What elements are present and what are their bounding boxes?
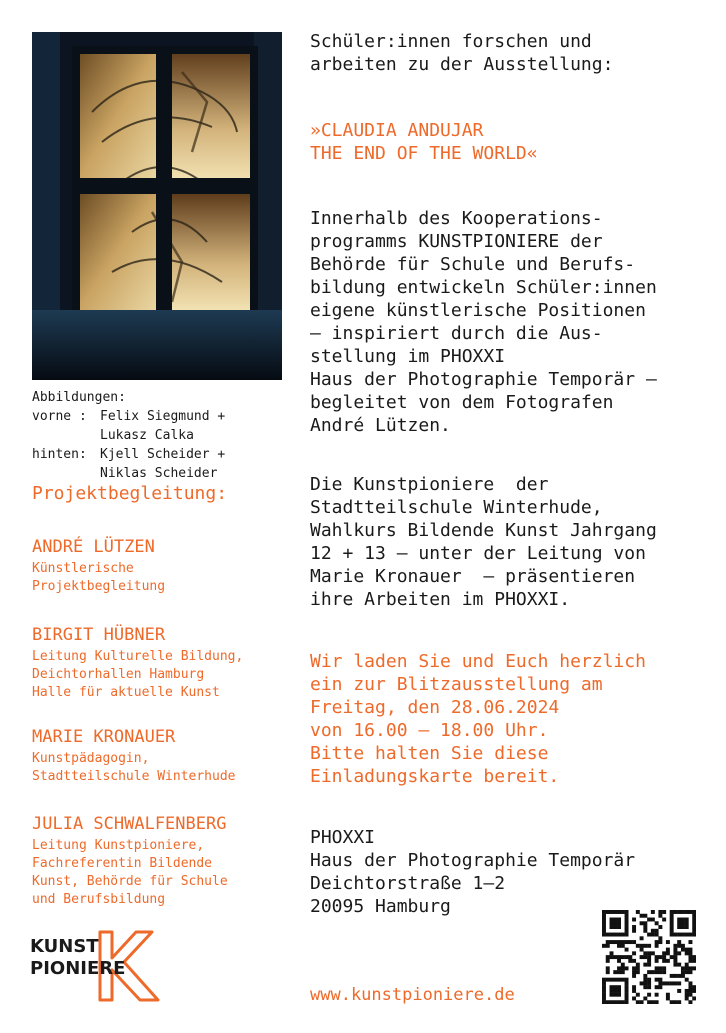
logo-line2: PIONIERE	[30, 958, 126, 979]
person-entry	[32, 727, 236, 786]
caption-row	[32, 464, 225, 483]
caption-value: Kjell Scheider +	[100, 447, 226, 462]
caption-row	[32, 445, 225, 464]
kunstpioniere-logo	[28, 928, 168, 1004]
caption-value: Lukasz Calka	[100, 428, 194, 443]
person-role: Kunstpädagogin, Stadtteilschule Winterhude	[32, 751, 236, 784]
caption-row	[32, 426, 225, 445]
person-name: MARIE KRONAUER	[32, 727, 176, 747]
qr-code[interactable]	[602, 910, 696, 1004]
school-description: Die Kunstpioniere der Stadtteilschule Winterhude, Wahlkurs Bildende Kunst Jahrgang 12 + 13 – unter der Leitung von Marie Kronauer – präsentieren ihre Arbeiten im PHOXXI.	[310, 474, 657, 610]
invitation-text: Wir laden Sie und Euch herzlich ein zur Blitzausstellung am Freitag, den 28.06.2024 von 16.00 – 18.00 Uhr. Bitte halten Sie diese Einladungskarte bereit.	[310, 651, 646, 787]
person-role: Leitung Kulturelle Bildung, Deichtorhallen Hamburg Halle für aktuelle Kunst	[32, 649, 244, 700]
caption-key	[32, 464, 100, 483]
image-captions	[32, 388, 225, 483]
person-entry	[32, 537, 165, 596]
person-name: ANDRÉ LÜTZEN	[32, 537, 155, 557]
logo-line1: KUNST	[30, 936, 99, 957]
person-role: Künstlerische Projektbegleitung	[32, 561, 166, 594]
caption-row	[32, 407, 225, 426]
person-name: BIRGIT HÜBNER	[32, 625, 166, 645]
caption-row	[32, 388, 225, 407]
exhibition-title: »CLAUDIA ANDUJAR THE END OF THE WORLD«	[310, 120, 538, 164]
caption-key: vorne :	[32, 409, 87, 424]
caption-heading: Abbildungen:	[32, 390, 126, 405]
caption-key: hinten:	[32, 447, 87, 462]
venue-address: PHOXXI Haus der Photographie Temporär Deichtorstraße 1–2 20095 Hamburg	[310, 827, 636, 917]
website-link[interactable]: www.kunstpioniere.de	[310, 985, 515, 1005]
qr-code-icon	[602, 910, 696, 1004]
caption-key	[32, 426, 100, 445]
caption-value: Niklas Scheider	[100, 466, 218, 481]
caption-value: Felix Siegmund +	[100, 409, 226, 424]
exhibition-photo	[32, 32, 282, 380]
person-name: JULIA SCHWALFENBERG	[32, 814, 227, 834]
intro-text: Schüler:innen forschen und arbeiten zu der Ausstellung:	[310, 31, 614, 75]
person-entry	[32, 625, 243, 702]
person-entry	[32, 814, 228, 909]
person-role: Leitung Kunstpioniere, Fachreferentin Bildende Kunst, Behörde für Schule und Berufsbildung	[32, 838, 228, 907]
project-support-heading: Projektbegleitung:	[32, 483, 228, 504]
program-description: Innerhalb des Kooperations- programms KUNSTPIONIERE der Behörde für Schule und Berufs- bildung entwickeln Schüler:innen eigene künstlerische Positionen – inspiriert durch die Aus- stellung im PHOXXI Haus der Photographie Temporär – begleitet von dem Fotografen André Lützen.	[310, 208, 657, 436]
